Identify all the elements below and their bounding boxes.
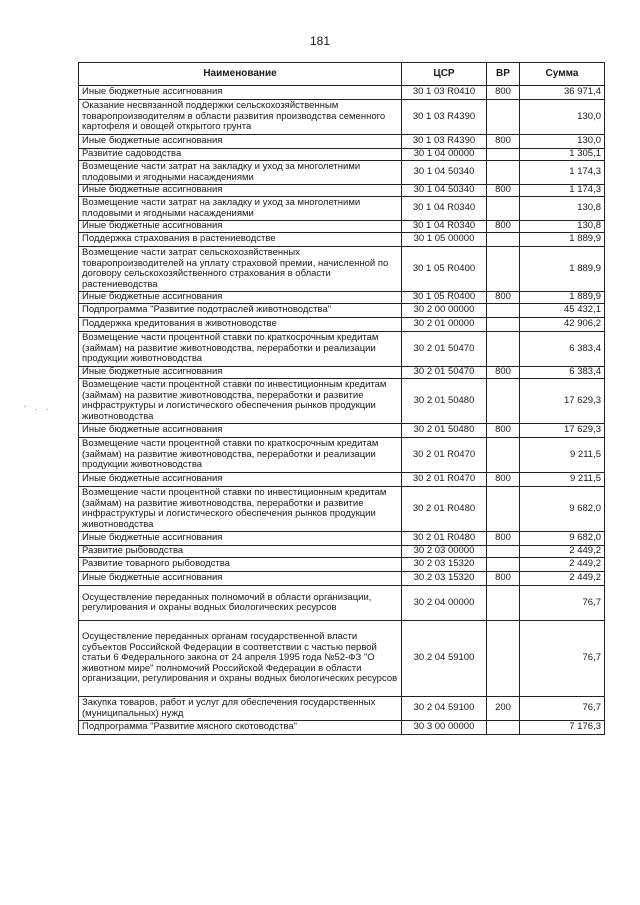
row-sum: 2 449,2 <box>520 546 605 558</box>
table-row <box>79 546 605 558</box>
row-name: Оказание несвязанной поддержки сельскохозяйственным товаропроизводителям в области развития производства семенного картофеля и овощей открытого грунта <box>79 100 402 135</box>
row-sum: 7 176,3 <box>520 721 605 735</box>
row-vr: 800 <box>487 572 520 586</box>
table-row <box>79 721 605 735</box>
row-vr: 800 <box>487 135 520 149</box>
row-sum: 9 211,5 <box>520 473 605 487</box>
row-vr: 800 <box>487 221 520 233</box>
row-sum: 6 383,4 <box>520 332 605 367</box>
row-vr <box>487 332 520 367</box>
row-sum: 1 889,9 <box>520 292 605 304</box>
row-vr: 800 <box>487 424 520 438</box>
row-vr <box>487 438 520 473</box>
row-sum: 2 449,2 <box>520 558 605 572</box>
row-sum: 36 971,4 <box>520 86 605 100</box>
row-csr: 30 1 05 R0400 <box>402 247 487 292</box>
table-row <box>79 424 605 438</box>
header-sum: Сумма <box>520 63 605 86</box>
table-header-row <box>79 63 605 86</box>
table-row <box>79 86 605 100</box>
row-sum: 6 383,4 <box>520 367 605 379</box>
row-name: Иные бюджетные ассигнования <box>79 367 402 379</box>
row-vr <box>487 100 520 135</box>
table-row <box>79 197 605 221</box>
row-sum: 9 682,0 <box>520 532 605 546</box>
row-sum: 130,0 <box>520 135 605 149</box>
row-csr: 30 2 01 50480 <box>402 424 487 438</box>
row-vr <box>487 621 520 697</box>
table-row <box>79 149 605 161</box>
row-csr: 30 1 03 R0410 <box>402 86 487 100</box>
row-sum: 130,0 <box>520 100 605 135</box>
row-name: Закупка товаров, работ и услуг для обеспечения государственных (муниципальных) нужд <box>79 697 402 721</box>
row-name: Иные бюджетные ассигнования <box>79 221 402 233</box>
table-row <box>79 332 605 367</box>
row-vr <box>487 233 520 247</box>
row-sum: 45 432,1 <box>520 304 605 318</box>
row-vr <box>487 721 520 735</box>
row-name: Развитие товарного рыбоводства <box>79 558 402 572</box>
row-csr: 30 2 01 R0470 <box>402 473 487 487</box>
row-csr: 30 2 01 50470 <box>402 332 487 367</box>
page-number: 181 <box>309 34 331 48</box>
row-vr <box>487 197 520 221</box>
row-name: Возмещение части процентной ставки по краткосрочным кредитам (займам) на развитие животноводства, переработки и реализации продукции животноводства <box>79 332 402 367</box>
row-sum: 17 629,3 <box>520 424 605 438</box>
row-vr: 800 <box>487 86 520 100</box>
table-row <box>79 221 605 233</box>
row-sum: 1 305,1 <box>520 149 605 161</box>
row-sum: 42 906,2 <box>520 318 605 332</box>
row-csr: 30 2 01 00000 <box>402 318 487 332</box>
row-csr: 30 2 01 R0480 <box>402 487 487 532</box>
row-csr: 30 2 01 R0480 <box>402 532 487 546</box>
row-vr <box>487 247 520 292</box>
row-vr <box>487 318 520 332</box>
row-sum: 130,8 <box>520 197 605 221</box>
row-csr: 30 1 04 50340 <box>402 161 487 185</box>
row-name: Возмещение части затрат на закладку и уход за многолетними плодовыми и ягодными насаждениями <box>79 161 402 185</box>
row-csr: 30 2 04 59100 <box>402 697 487 721</box>
row-vr: 800 <box>487 473 520 487</box>
row-name: Подпрограмма "Развитие мясного скотоводства" <box>79 721 402 735</box>
header-vr: ВР <box>487 63 520 86</box>
table-row <box>79 532 605 546</box>
row-name: Осуществление переданных органам государственной власти субъектов Российской Федерации в соответствии с частью первой статьи 6 Федерального закона от 24 апреля 1995 года №52-ФЗ "О животном мире" полномочий Российской Федерации в области организации, регулирования и охраны водных биологических ресурсов <box>79 621 402 697</box>
row-vr <box>487 304 520 318</box>
row-name: Иные бюджетные ассигнования <box>79 292 402 304</box>
table-row <box>79 292 605 304</box>
row-name: Иные бюджетные ассигнования <box>79 424 402 438</box>
row-csr: 30 2 03 15320 <box>402 572 487 586</box>
row-sum: 130,8 <box>520 221 605 233</box>
row-name: Развитие рыбоводства <box>79 546 402 558</box>
table-row <box>79 379 605 424</box>
row-vr <box>487 546 520 558</box>
row-csr: 30 3 00 00000 <box>402 721 487 735</box>
table-row <box>79 438 605 473</box>
row-name: Иные бюджетные ассигнования <box>79 135 402 149</box>
table-row <box>79 473 605 487</box>
row-name: Иные бюджетные ассигнования <box>79 572 402 586</box>
row-csr: 30 2 00 00000 <box>402 304 487 318</box>
row-csr: 30 1 05 R0400 <box>402 292 487 304</box>
table-row <box>79 161 605 185</box>
row-vr: 800 <box>487 292 520 304</box>
row-sum: 17 629,3 <box>520 379 605 424</box>
row-csr: 30 2 01 50480 <box>402 379 487 424</box>
row-csr: 30 1 03 R4390 <box>402 100 487 135</box>
row-name: Подпрограмма "Развитие подотраслей животноводства" <box>79 304 402 318</box>
row-name: Возмещение части затрат сельскохозяйственных товаропроизводителей на уплату страховой премии, начисленной по договору сельскохозяйственного страхования в области растениеводства <box>79 247 402 292</box>
row-name: Поддержка страхования в растениеводстве <box>79 233 402 247</box>
row-sum: 1 889,9 <box>520 233 605 247</box>
row-csr: 30 2 04 59100 <box>402 621 487 697</box>
table-row <box>79 233 605 247</box>
row-sum: 76,7 <box>520 586 605 621</box>
table-row <box>79 135 605 149</box>
row-name: Возмещение части процентной ставки по инвестиционным кредитам (займам) на развитие животноводства, переработки и развитие инфраструктуры и логистического обеспечения рынков продукции животноводства <box>79 487 402 532</box>
row-sum: 1 174,3 <box>520 185 605 197</box>
row-name: Развитие садоводства <box>79 149 402 161</box>
row-name: Иные бюджетные ассигнования <box>79 185 402 197</box>
row-sum: 76,7 <box>520 697 605 721</box>
row-csr: 30 1 03 R4390 <box>402 135 487 149</box>
row-vr: 800 <box>487 185 520 197</box>
row-sum: 9 211,5 <box>520 438 605 473</box>
table-row <box>79 185 605 197</box>
row-csr: 30 2 04 00000 <box>402 586 487 621</box>
row-csr: 30 1 04 R0340 <box>402 221 487 233</box>
row-sum: 1 174,3 <box>520 161 605 185</box>
row-csr: 30 2 03 00000 <box>402 546 487 558</box>
table-row <box>79 487 605 532</box>
row-csr: 30 1 04 00000 <box>402 149 487 161</box>
row-csr: 30 1 04 50340 <box>402 185 487 197</box>
table-body <box>79 86 605 735</box>
row-vr <box>487 161 520 185</box>
row-name: Иные бюджетные ассигнования <box>79 532 402 546</box>
row-csr: 30 2 01 R0470 <box>402 438 487 473</box>
row-sum: 2 449,2 <box>520 572 605 586</box>
table-row <box>79 621 605 697</box>
table-row <box>79 697 605 721</box>
table-row <box>79 572 605 586</box>
row-name: Осуществление переданных полномочий в области организации, регулирования и охраны водных биологических ресурсов <box>79 586 402 621</box>
row-vr: 800 <box>487 532 520 546</box>
row-csr: 30 2 01 50470 <box>402 367 487 379</box>
row-vr <box>487 586 520 621</box>
budget-table <box>78 62 605 735</box>
row-name: Поддержка кредитования в животноводстве <box>79 318 402 332</box>
table-row <box>79 100 605 135</box>
row-name: Иные бюджетные ассигнования <box>79 86 402 100</box>
table-row <box>79 318 605 332</box>
table-row <box>79 558 605 572</box>
row-csr: 30 1 05 00000 <box>402 233 487 247</box>
row-sum: 9 682,0 <box>520 487 605 532</box>
margin-marks: ' · · <box>24 404 52 414</box>
row-vr: 200 <box>487 697 520 721</box>
table-row <box>79 247 605 292</box>
row-vr: 800 <box>487 367 520 379</box>
row-name: Возмещение части процентной ставки по инвестиционным кредитам (займам) на развитие животноводства, переработки и развитие инфраструктуры и логистического обеспечения рынков продукции животноводства <box>79 379 402 424</box>
row-vr <box>487 379 520 424</box>
row-vr <box>487 487 520 532</box>
row-name: Возмещение части затрат на закладку и уход за многолетними плодовыми и ягодными насаждениями <box>79 197 402 221</box>
row-sum: 76,7 <box>520 621 605 697</box>
header-name: Наименование <box>79 63 402 86</box>
row-vr <box>487 149 520 161</box>
row-csr: 30 2 03 15320 <box>402 558 487 572</box>
row-sum: 1 889,9 <box>520 247 605 292</box>
row-csr: 30 1 04 R0340 <box>402 197 487 221</box>
table-row <box>79 586 605 621</box>
row-name: Иные бюджетные ассигнования <box>79 473 402 487</box>
table-row <box>79 304 605 318</box>
table-row <box>79 367 605 379</box>
header-csr: ЦСР <box>402 63 487 86</box>
row-vr <box>487 558 520 572</box>
row-name: Возмещение части процентной ставки по краткосрочным кредитам (займам) на развитие животноводства, переработки и реализации продукции животноводства <box>79 438 402 473</box>
